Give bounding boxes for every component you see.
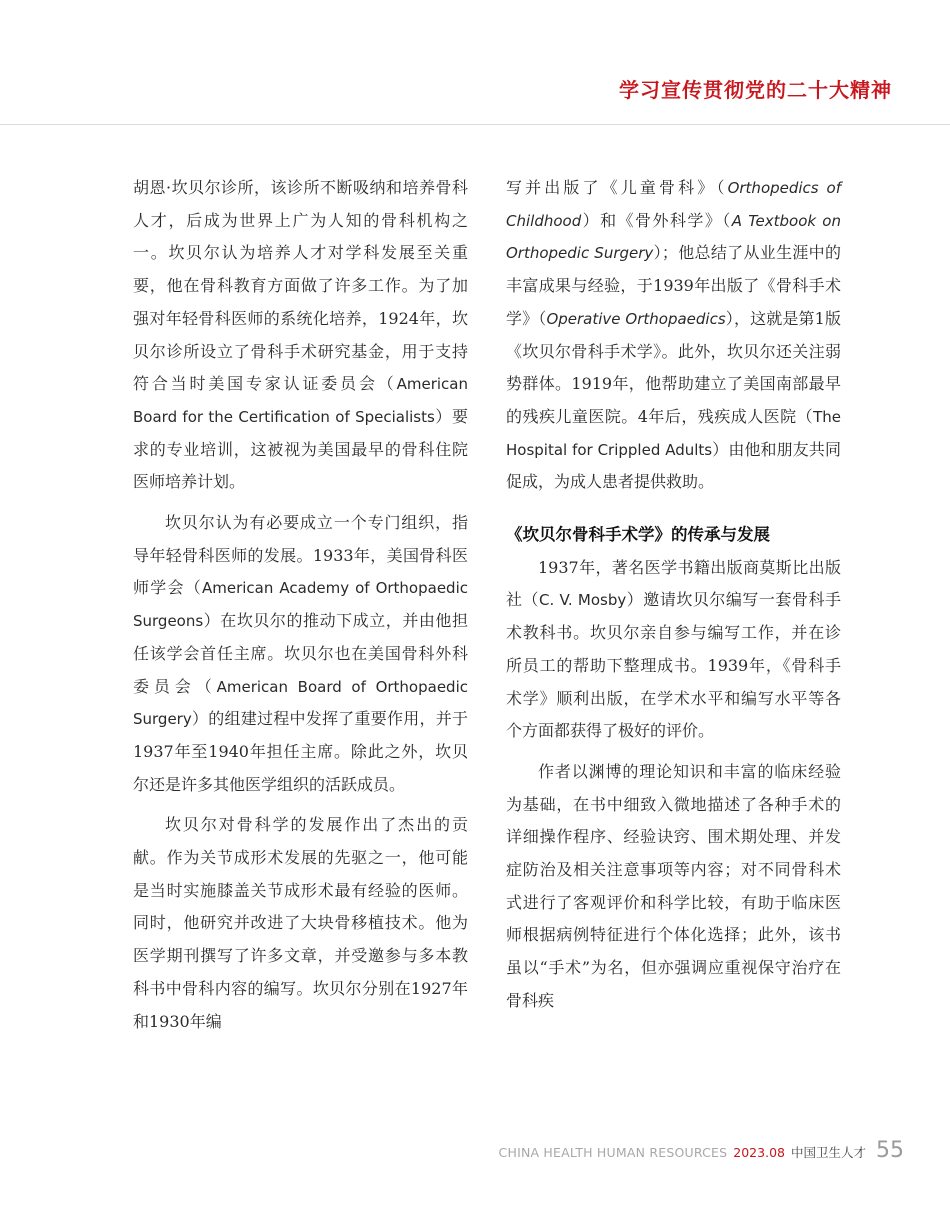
- right-p2-publisher-name: C. V. Mosby: [539, 591, 627, 610]
- left-p2-english-name-2: American Board of Orthopaedic Surgery: [133, 677, 468, 729]
- right-p1-text-b: ）和《骨外科学》（: [581, 210, 732, 230]
- left-paragraph-3: 坎贝尔对骨科学的发展作出了杰出的贡献。作为关节成形术发展的先驱之一，他可能是当时实施膝盖关节成形术最有经验的医师。同时，他研究并改进了大块骨移植技术。他为医学期刊撰写了许多文章，并受邀参与多本教科书中骨科内容的编写。坎贝尔分别在1927年和1930年编: [133, 815, 468, 1031]
- left-p1-english-name: American Board for the Certification of Specialists: [133, 375, 468, 426]
- right-paragraph-3: 作者以渊博的理论知识和丰富的临床经验为基础，在书中细致入微地描述了各种手术的详细操作程序、经验诀窍、围术期处理、并发症防治及相关注意事项等内容；对不同骨科术式进行了客观评价和科学比较，有助于临床医师根据病例特征进行个体化选择；此外，该书虽以“手术”为名，但亦强调应重视保守治疗在骨科疾: [506, 761, 841, 1010]
- left-column: [133, 172, 468, 1038]
- left-p2-text-b: ）在坎贝尔的推动下成立，并由他担任该学会首任主席。坎贝尔也在美国骨科外科委员会（: [133, 611, 468, 696]
- left-p1-text-a: 胡恩·坎贝尔诊所，该诊所不断吸纳和培养骨科人才，后成为世界上广为人知的骨科机构之一。坎贝尔认为培养人才对学科发展至关重要，他在骨科教育方面做了许多工作。为了加强对年轻骨科医师的系统化培养，1924年，坎贝尔诊所设立了骨科手术研究基金，用于支持符合当时美国专家认证委员会（: [133, 178, 468, 394]
- right-paragraph-2: [506, 552, 841, 748]
- right-p1-book-title-2: A Textbook on Orthopedic Surgery: [506, 211, 841, 263]
- right-p1-book-title-3: Operative Orthopaedics: [546, 309, 726, 328]
- right-p1-book-title-1: Orthopedics of Childhood: [506, 179, 841, 230]
- right-p2-text-b: ）邀请坎贝尔编写一套骨科手术教科书。坎贝尔亲自参与编写工作，并在诊所员工的帮助下整理成书。1939年，《骨科手术学》顺利出版，在学术水平和编写水平等各个方面都获得了极好的评价。: [506, 590, 841, 741]
- right-column: [506, 172, 841, 1018]
- page-footer: [499, 1138, 904, 1163]
- header-divider: [0, 124, 950, 125]
- footer-issue: 2023.08: [733, 1145, 785, 1160]
- column-header-title: 学习宣传贯彻党的二十大精神: [619, 78, 892, 102]
- left-paragraph-2: [133, 507, 468, 801]
- section-heading: 《坎贝尔骨科手术学》的传承与发展: [506, 525, 770, 545]
- left-p2-text-a: 坎贝尔认为有必要成立一个专门组织，指导年轻骨科医师的发展。1933年，美国骨科医师学会（: [133, 513, 468, 598]
- right-p1-hospital-name: The Hospital for Crippled Adults: [506, 407, 841, 459]
- left-p1-text-b: ）要求的专业培训，这被视为美国最早的骨科住院医师培养计划。: [133, 406, 468, 492]
- left-p2-text-c: ）的组建过程中发挥了重要作用，并于1937年至1940年担任主席。除此之外，坎贝尔还是许多其他医学组织的活跃成员。: [133, 709, 468, 794]
- page-number: 55: [876, 1138, 904, 1163]
- right-p1-text-e: ）由他和朋友共同促成，为成人患者提供救助。: [506, 439, 841, 492]
- right-p1-text-a: 写并出版了《儿童骨科》（: [506, 178, 728, 197]
- right-p1-text-d: ），这就是第1版《坎贝尔骨科手术学》。此外，坎贝尔还关注弱势群体。1919年，他帮助建立了美国南部最早的残疾儿童医院。4年后，残疾成人医院（: [506, 308, 841, 426]
- right-p2-text-a: 1937年，著名医学书籍出版商莫斯比出版社（: [506, 557, 841, 610]
- footer-journal-chinese: 中国卫生人才: [790, 1145, 866, 1160]
- footer-journal-english: CHINA HEALTH HUMAN RESOURCES: [498, 1145, 728, 1160]
- right-paragraph-1: [506, 172, 841, 499]
- left-paragraph-1: [133, 172, 468, 499]
- left-p2-english-name-1: American Academy of Orthopaedic Surgeons: [133, 579, 468, 631]
- right-p1-text-c: ）；他总结了从业生涯中的丰富成果与经验，于1939年出版了《骨科手术学》（: [506, 243, 841, 328]
